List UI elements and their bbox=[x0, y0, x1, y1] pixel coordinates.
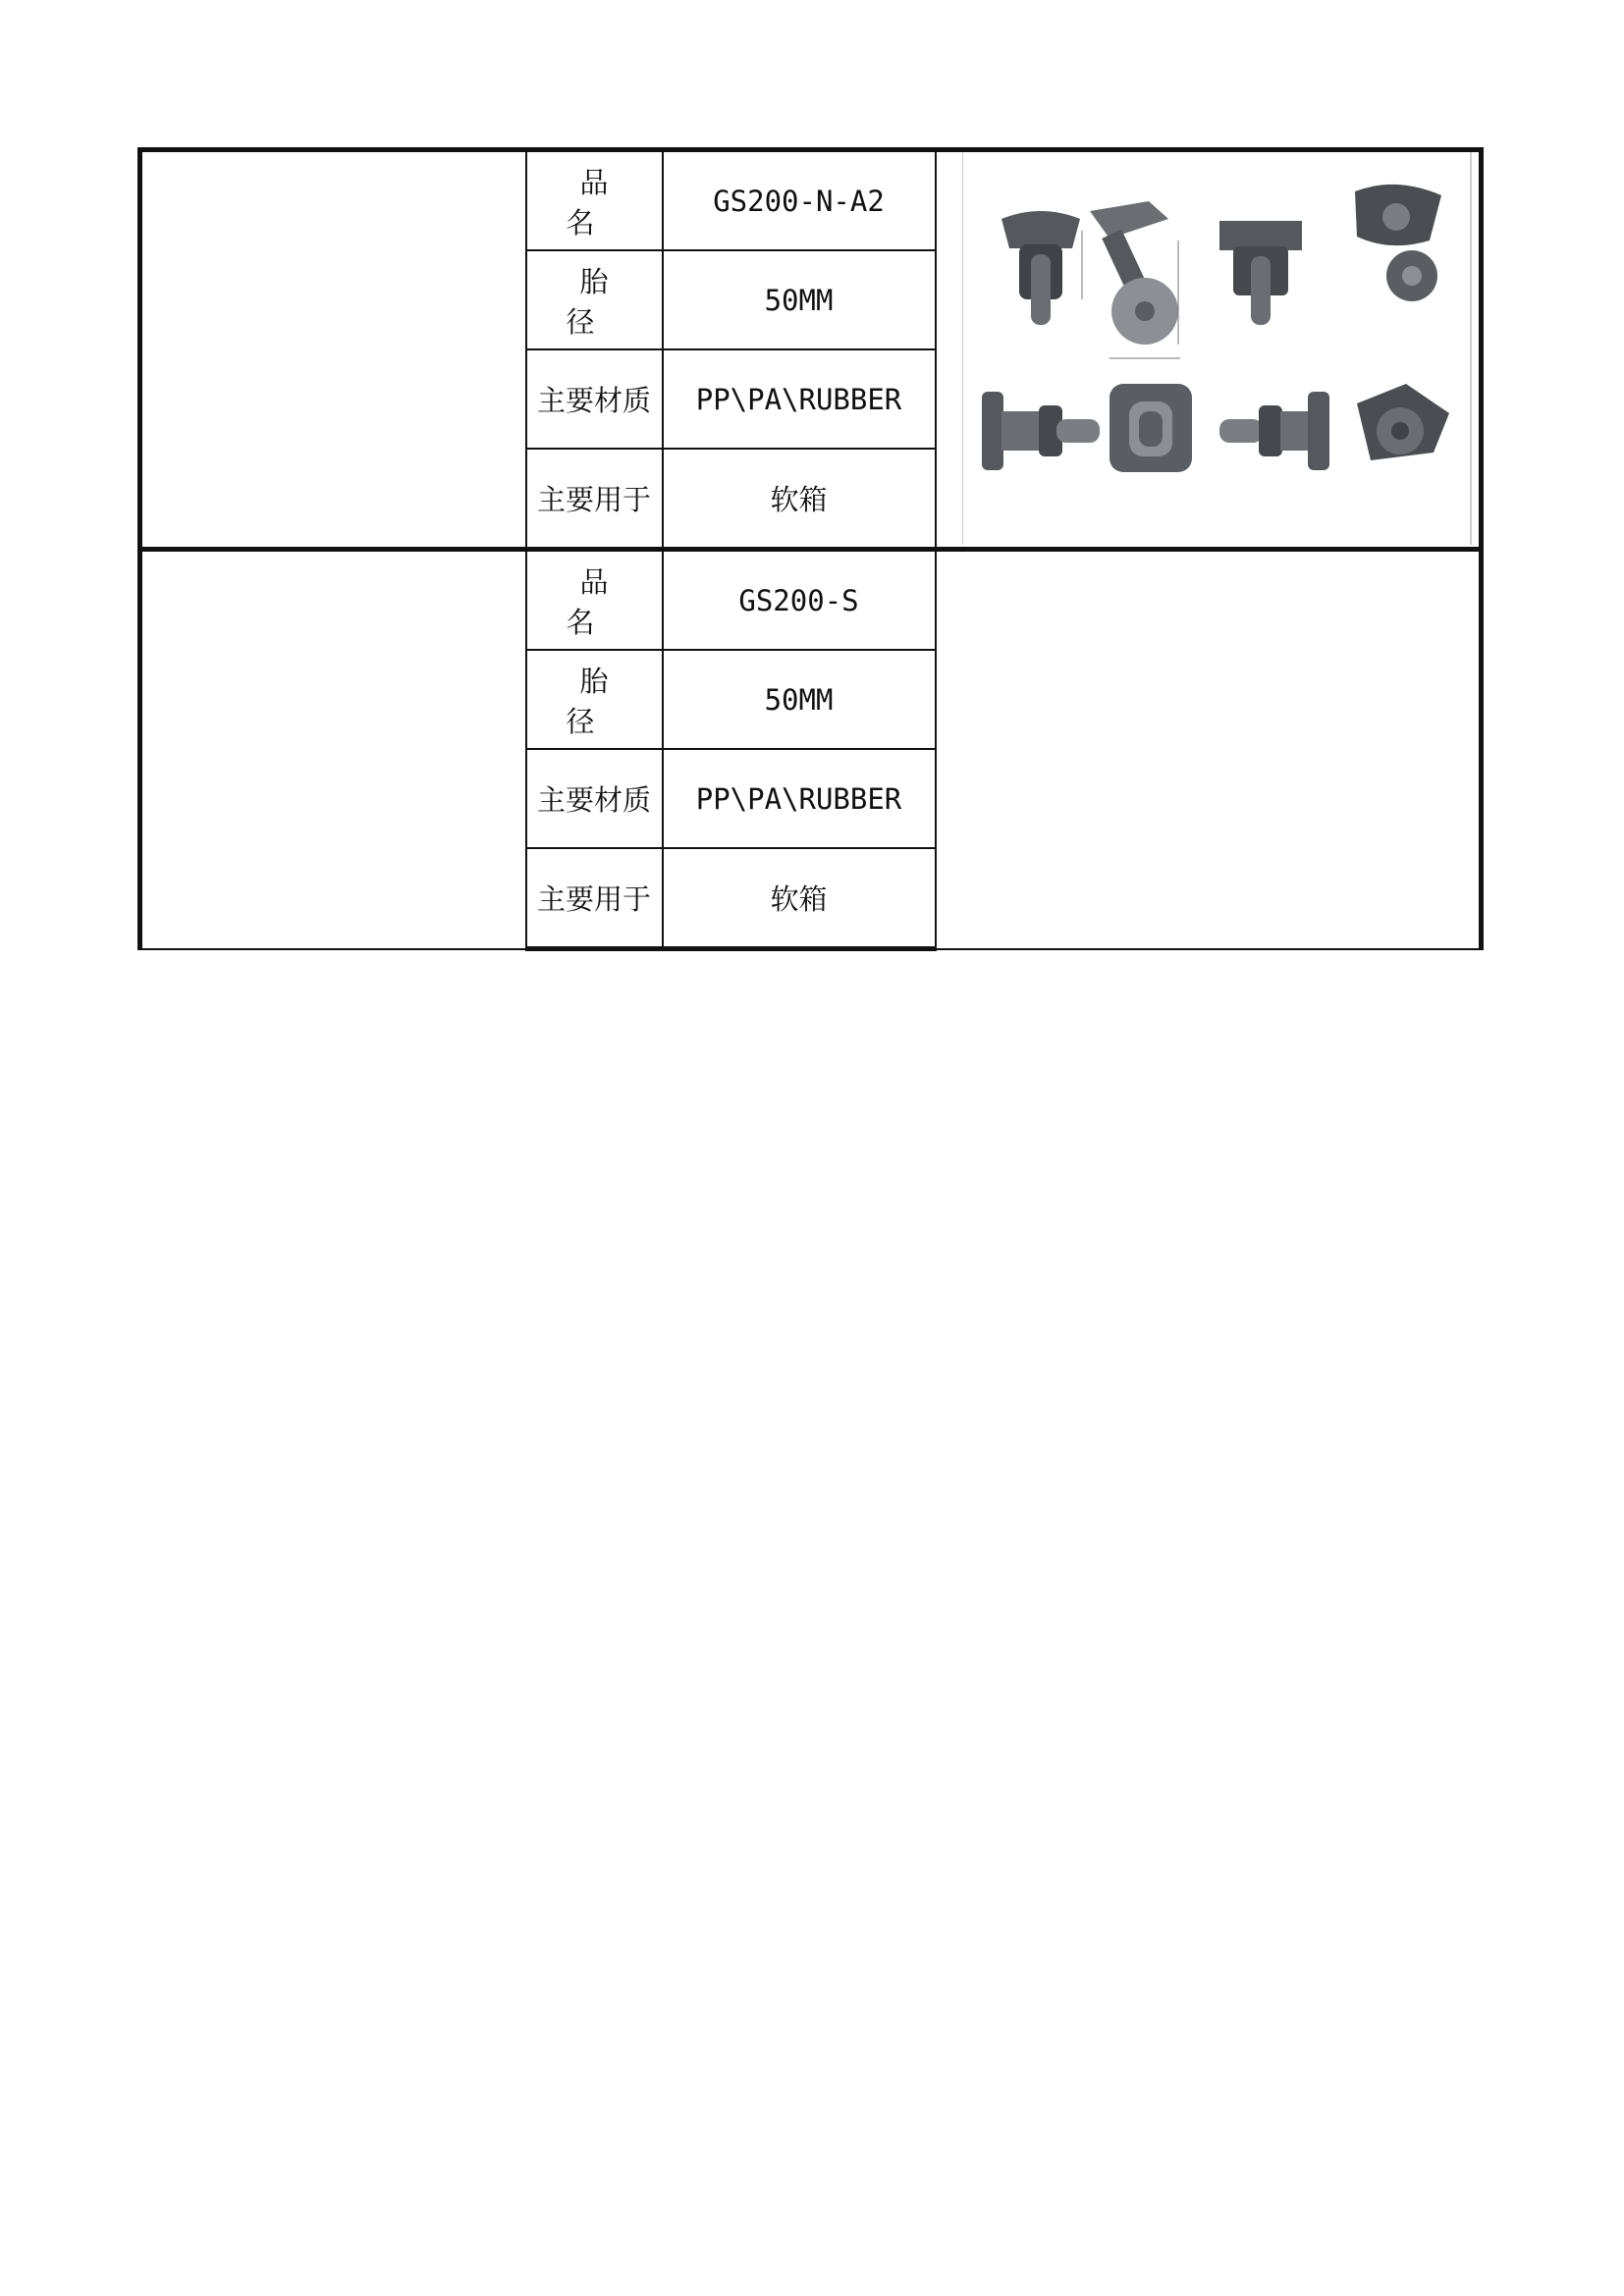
value-name: GS200-S bbox=[663, 550, 936, 651]
label-usage: 主要用于 bbox=[526, 449, 663, 550]
label-name: 品 名 bbox=[526, 550, 663, 651]
caster-wheel-views-image bbox=[962, 152, 1473, 545]
label-tire-diameter: 胎 径 bbox=[526, 650, 663, 749]
value-tire-diameter: 50MM bbox=[663, 650, 936, 749]
table-row bbox=[140, 550, 1482, 651]
value-material: PP\PA\RUBBER bbox=[663, 349, 936, 449]
table-row bbox=[140, 150, 1482, 251]
value-material: PP\PA\RUBBER bbox=[663, 749, 936, 848]
caster-bottom-view bbox=[1110, 384, 1192, 472]
product-image-cell bbox=[936, 150, 1482, 550]
value-usage: 软箱 bbox=[663, 449, 936, 550]
label-tire-diameter: 胎 径 bbox=[526, 250, 663, 349]
value-name: GS200-N-A2 bbox=[663, 150, 936, 251]
value-usage: 软箱 bbox=[663, 848, 936, 949]
label-usage: 主要用于 bbox=[526, 848, 663, 949]
label-material: 主要材质 bbox=[526, 349, 663, 449]
product-blank-cell bbox=[140, 150, 526, 550]
label-name: 品 名 bbox=[526, 150, 663, 251]
value-tire-diameter: 50MM bbox=[663, 250, 936, 349]
label-material: 主要材质 bbox=[526, 749, 663, 848]
product-image-cell-empty bbox=[936, 550, 1482, 949]
spec-table bbox=[137, 147, 1484, 951]
product-blank-cell bbox=[140, 550, 526, 949]
